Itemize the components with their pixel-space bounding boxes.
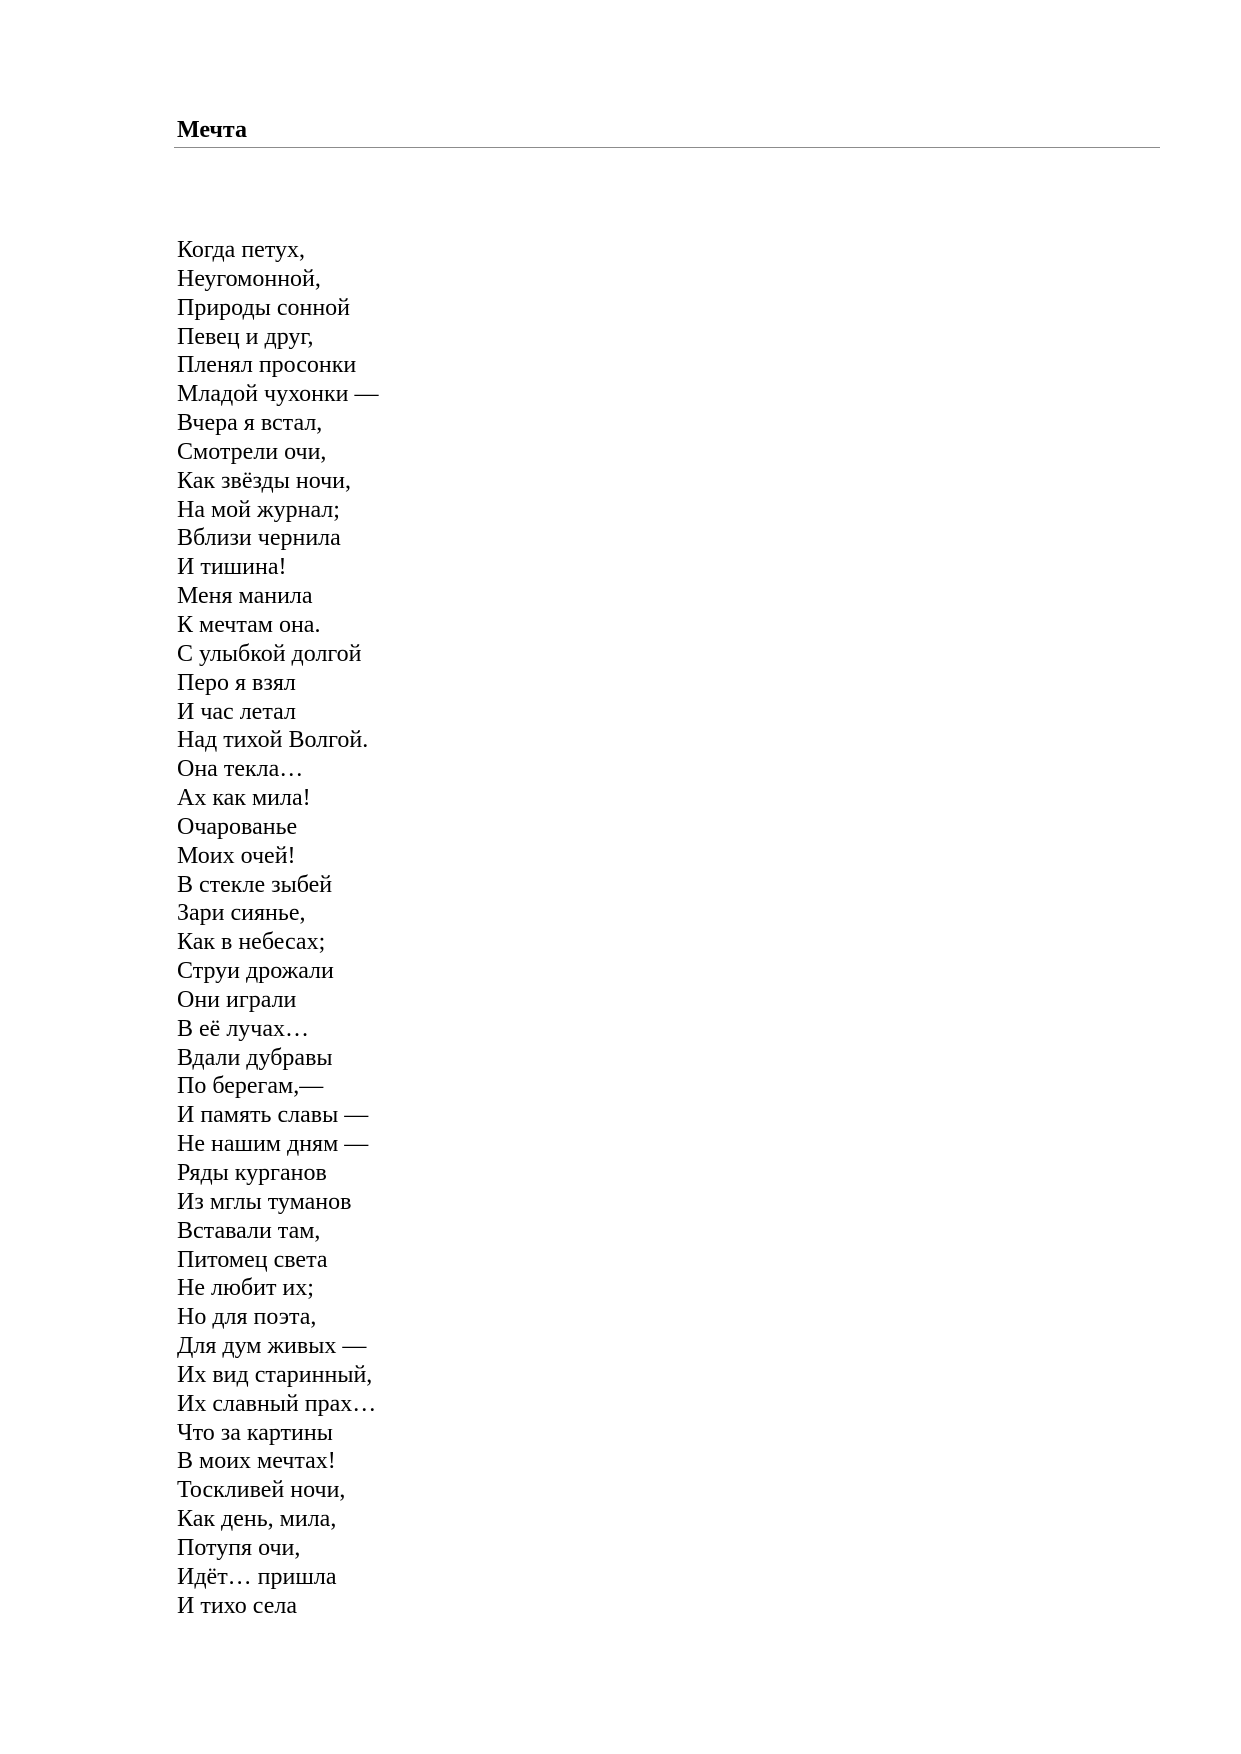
poem-line: С улыбкой долгой xyxy=(177,640,362,667)
poem-line: Тоскливей ночи, xyxy=(177,1477,346,1504)
poem-line: Как звёзды ночи, xyxy=(177,467,351,494)
poem-line: Из мглы туманов xyxy=(177,1188,352,1215)
poem-line: Природы сонной xyxy=(177,294,351,321)
poem-line: Зари сиянье, xyxy=(177,900,306,927)
poem-line: Не любит их; xyxy=(177,1275,314,1302)
poem-title: Мечта xyxy=(177,117,248,143)
poem-line: Не нашим дням — xyxy=(177,1131,369,1158)
poem-line: В стекле зыбей xyxy=(177,871,333,898)
poem-line: Потупя очи, xyxy=(177,1534,301,1561)
poem-line: Вдали дубравы xyxy=(177,1044,333,1071)
poem-line: Как в небесах; xyxy=(177,929,326,956)
poem-line: Пленял просонки xyxy=(177,352,357,379)
poem-line: Она текла… xyxy=(177,756,304,783)
poem-line: На мой журнал; xyxy=(177,496,340,523)
poem-line: Струи дрожали xyxy=(177,958,334,985)
poem-line: Неугомонной, xyxy=(177,265,321,292)
poem-line: Смотрели очи, xyxy=(177,438,327,465)
poem-line: Питомец света xyxy=(177,1246,328,1273)
poem-line: К мечтам она. xyxy=(177,611,321,638)
title-divider xyxy=(174,147,1160,148)
poem-line: Вставали там, xyxy=(177,1217,321,1244)
poem-line: Но для поэта, xyxy=(177,1304,317,1331)
poem-body xyxy=(177,236,379,1621)
poem-line: Моих очей! xyxy=(177,842,296,869)
poem-line: И тихо села xyxy=(177,1592,297,1619)
poem-line: Их славный прах… xyxy=(177,1390,377,1417)
poem-line: Младой чухонки — xyxy=(177,381,379,408)
poem-line: Вчера я встал, xyxy=(177,410,323,437)
poem-line: И память славы — xyxy=(177,1102,369,1129)
poem-line: Что за картины xyxy=(177,1419,333,1446)
poem-line: Над тихой Волгой. xyxy=(177,727,369,754)
poem-line: В её лучах… xyxy=(177,1015,310,1042)
poem-line: И тишина! xyxy=(177,554,287,581)
poem-line: По берегам,— xyxy=(177,1073,324,1100)
poem-line: Для дум живых — xyxy=(177,1333,367,1360)
poem-line: Перо я взял xyxy=(177,669,296,696)
poem-line: Вблизи чернила xyxy=(177,525,341,552)
poem-line: Меня манила xyxy=(177,583,313,610)
poem-line: Идёт… пришла xyxy=(177,1563,337,1590)
poem-line: Ряды курганов xyxy=(177,1160,327,1186)
poem-line: Ах как мила! xyxy=(177,785,311,812)
poem-line: Их вид старинный, xyxy=(177,1361,373,1388)
poem-line: Как день, мила, xyxy=(177,1506,337,1533)
poem-line: Когда петух, xyxy=(177,237,305,263)
poem-line: Очарованье xyxy=(177,813,298,840)
poem-line: И час летал xyxy=(177,698,296,725)
poem-line: Они играли xyxy=(177,986,297,1013)
poem-line: В моих мечтах! xyxy=(177,1448,336,1475)
poem-line: Певец и друг, xyxy=(177,323,314,350)
